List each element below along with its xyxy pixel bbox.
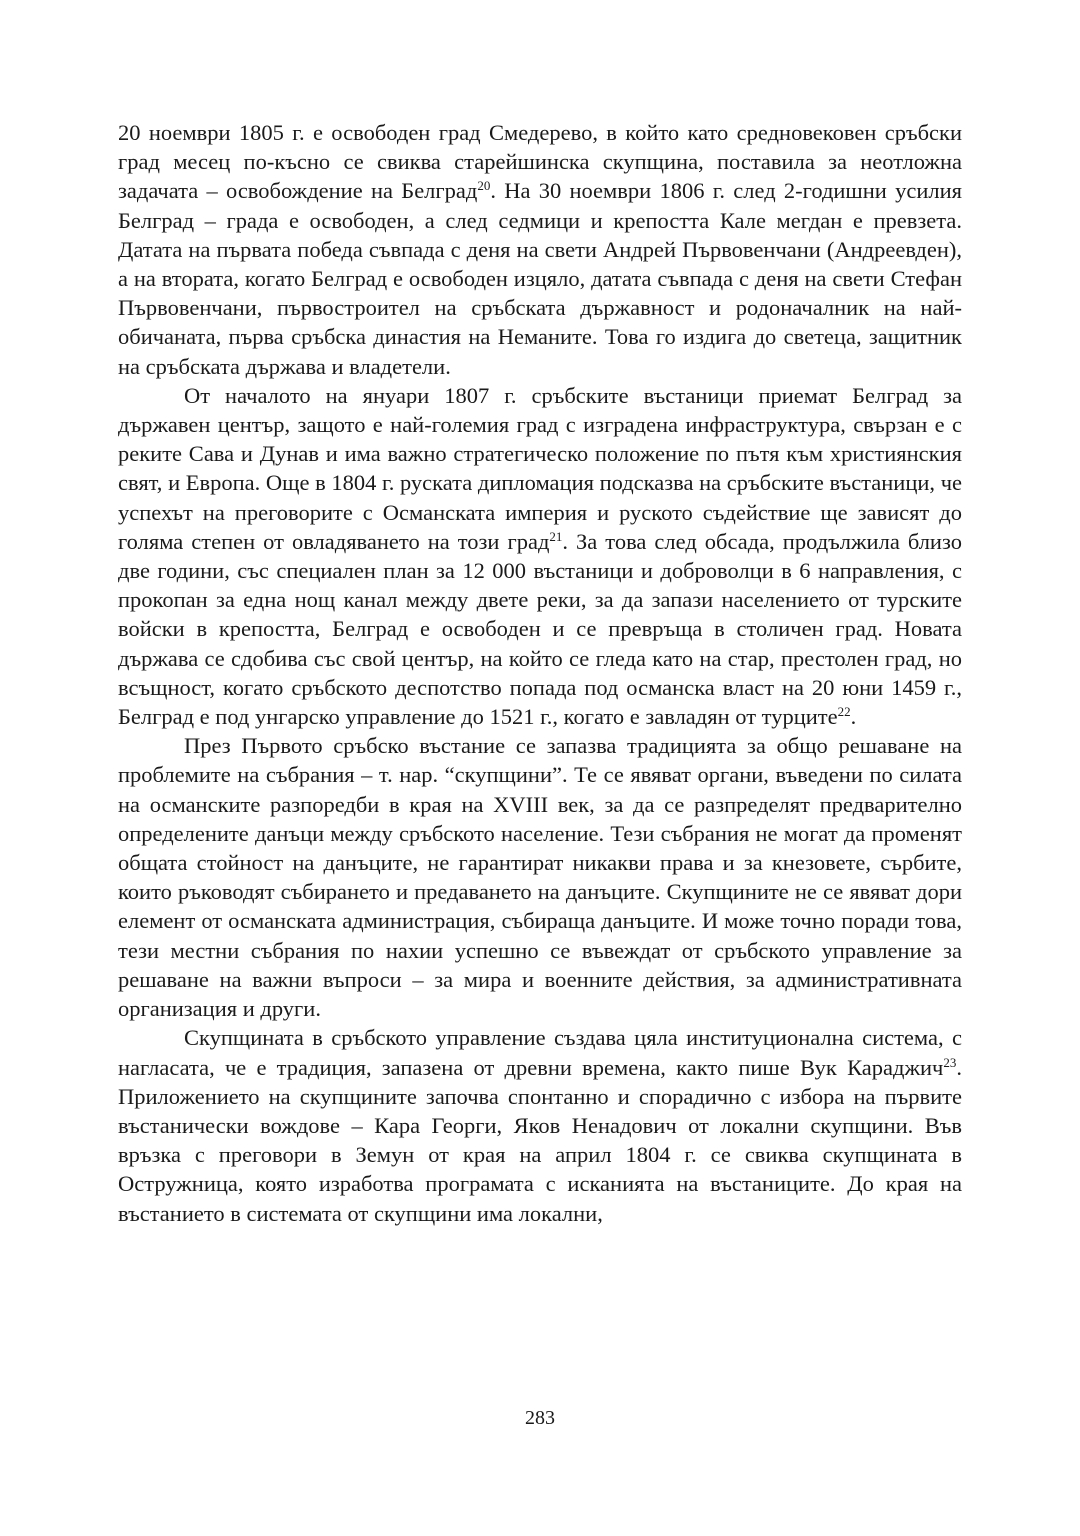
paragraph-text: . Приложението на скупщините започва спонтанно и спорадично с избора на първите въстанически вождове – Кара Георги, Яков Ненадович от локални скупщини. Във връзка с преговори в Земун от края на април 1804 г. се свиква скупщината в Остружница, която изработва програмата с исканията на въстаниците. До края на въстанието в системата от скупщини има локални, xyxy=(118,1054,962,1226)
paragraph-text: Скупщината в сръбското управление създава цяла институционална система, с нагласата, че е традиция, запазена от древни времена, както пише Вук Караджич xyxy=(118,1025,962,1080)
paragraph-text: . За това след обсада, продължила близо две години, със специален план за 12 000 въстаници и доброволци в 6 направления, с прокопан за една нощ канал между двете реки, за да запази населението от турските войски в крепостта, Белград е освободен и се превръща в столичен град. Новата държава се сдобива със свой център, на който се гледа като на стар, престолен град, но всъщност, когато сръбското деспотство попада под османска власт на 20 юни 1459 г., Белград е под унгарско управление до 1521 г., когато е завладян от турците xyxy=(118,528,962,730)
page-number: 283 xyxy=(525,1407,555,1429)
paragraph-3: През Първото сръбско въстание се запазва традицията за общо решаване на проблемите на събрания – т. нар. “скупщини”. Те се явяват органи, въведени по силата на османските разпоредби в края на XVIII век, за да се разпределят предварително определените данъци между сръбското население. Тези събрания не могат да променят общата стойност на данъците, не гарантират никакви права и за кнезовете, сърбите, които ръководят събирането и предаването на данъците. Скупщините не се явяват дори елемент от османската администрация, събираща данъците. И може точно поради това, тези местни събрания по нахии успешно се въвеждат от сръбското управление за решаване на важни въпроси – за мира и военните действия, за административната организация и други. xyxy=(118,733,962,1022)
footnote-ref-22[interactable]: 22 xyxy=(837,704,851,720)
paragraph-2 xyxy=(118,381,962,731)
document-body xyxy=(118,118,962,1228)
paragraph-1 xyxy=(118,118,962,381)
footnote-ref-20[interactable]: 20 xyxy=(477,178,491,194)
paragraph-text: . На 30 ноември 1806 г. след 2-годишни усилия Белград – града е освободен, а след седмици и крепостта Кале мегдан е превзета. Датата на първата победа съвпада с деня на свети Андрей Първовенчани (Андреевден), а на втората, когато Белград е освободен изцяло, датата съвпада с деня на свети Стефан Първовенчани, първостроител на сръбската държавност и родоначалник на най-обичаната, първа сръбска династия на Неманите. Това го издига до светеца, защитник на сръбската държава и владетели. xyxy=(118,178,963,379)
paragraph-text: . xyxy=(850,704,857,730)
paragraph-text: 20 ноември 1805 г. е освободен град Смедерево, в който като средновековен сръбски град месец по-късно се свиква старейшинска скупщина, поставила за неотложна задачата – освобождение на Белград xyxy=(118,120,962,204)
footnote-ref-21[interactable]: 21 xyxy=(549,528,563,544)
paragraph-4 xyxy=(118,1023,962,1227)
paragraph-text: От началото на януари 1807 г. сръбските въстаници приемат Белград за държавен център, защото е най-големия град с изградена инфраструктура, свързан е с реките Сава и Дунав и има важно стратегическо положение по пътя към християнския свят, и Европа. Още в 1804 г. руската дипломация подсказва на сръбските въстаници, че успехът на преговорите с Османската империя и руското съдействие ще зависят до голяма степен от овладяването на този град xyxy=(118,382,962,554)
footnote-ref-23[interactable]: 23 xyxy=(943,1054,957,1070)
